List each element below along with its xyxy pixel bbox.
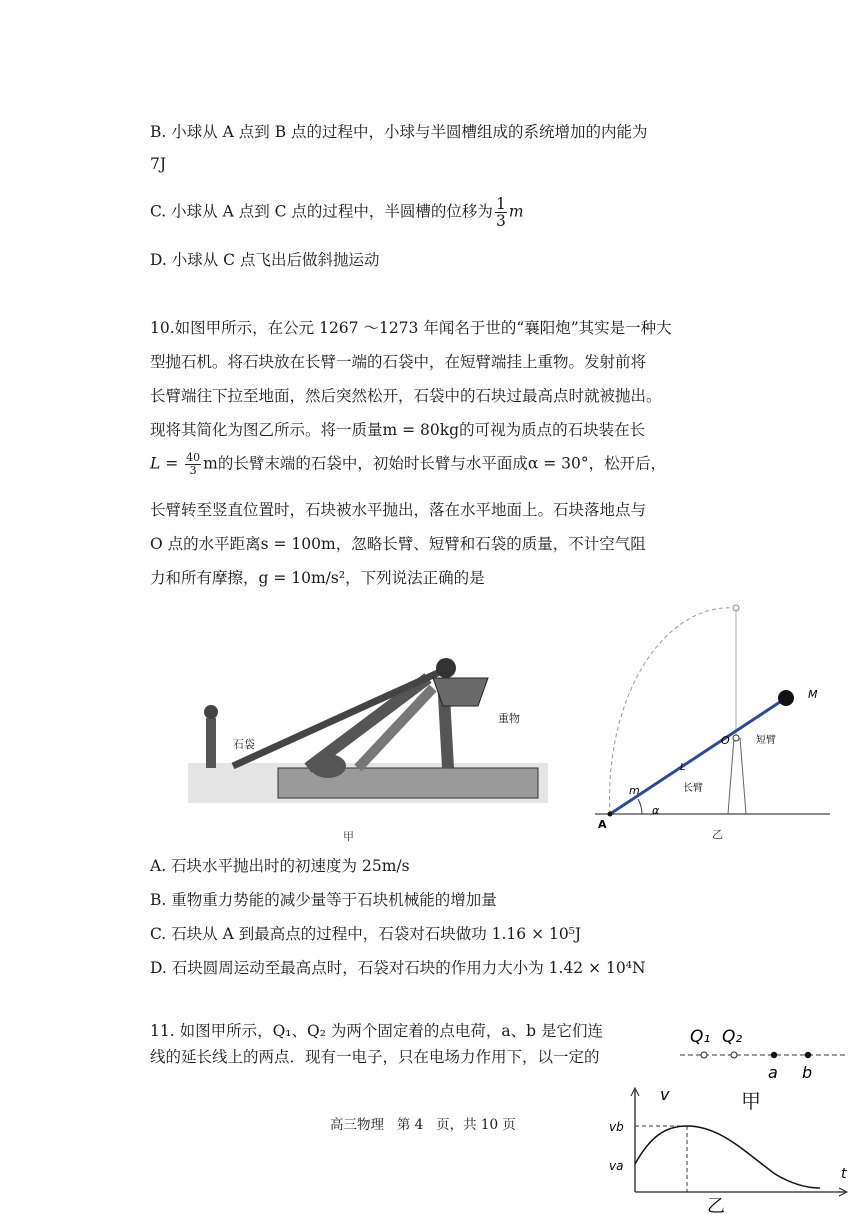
label-shidai: 石袋 — [233, 738, 255, 751]
trebuchet-diagram — [590, 598, 840, 848]
label-q2: Q₂ — [722, 1027, 743, 1047]
option-b-line1: B. 小球从 A 点到 B 点的过程中，小球与半圆槽组成的系统增加的内能为 — [150, 123, 648, 141]
label-L: L — [680, 762, 686, 773]
frac-denominator: 3 — [495, 212, 506, 230]
frac-denominator: 3 — [189, 464, 197, 477]
counterweight-M — [778, 690, 794, 706]
support-right — [740, 738, 746, 814]
angle-arc — [638, 799, 642, 814]
caption-jia-graph: 甲 — [741, 1089, 761, 1113]
frac-numerator: 40 — [186, 451, 201, 464]
point-A — [608, 812, 613, 817]
label-alpha: α — [652, 804, 660, 817]
q10-option-d: D. 石块圆周运动至最高点时，石袋对石块的作用力大小为 1.42 × 10⁴N — [150, 959, 646, 977]
point-b — [805, 1052, 811, 1058]
unit-m: m — [508, 202, 524, 221]
label-O: O — [721, 734, 730, 747]
label-M: M — [808, 688, 818, 701]
option-d: D. 小球从 C 点飞出后做斜抛运动 — [150, 251, 380, 269]
option-b-line2: 7J — [150, 155, 167, 173]
caption-jia: 甲 — [343, 830, 354, 843]
caption-yi: 乙 — [712, 828, 723, 841]
pivot-O — [733, 735, 739, 741]
q10-option-c: C. 石块从 A 到最高点的过程中，石袋对石块做功 1.16 × 10⁵J — [150, 925, 582, 943]
charges-diagram — [680, 1018, 850, 1088]
counterweight-basket — [433, 678, 488, 706]
fraction-40-3 — [185, 452, 201, 477]
label-t: t — [841, 1166, 847, 1182]
charge-q1 — [701, 1052, 707, 1058]
support-left — [728, 738, 734, 814]
label-v: v — [660, 1085, 670, 1104]
q11-line-1: 11. 如图甲所示，Q₁、Q₂ 为两个固定着的点电荷，a、b 是它们连 — [150, 1022, 603, 1040]
velocity-curve — [635, 1126, 820, 1188]
fraction-one-third — [495, 196, 507, 229]
velocity-time-graph — [605, 1082, 855, 1214]
q10-line-6: 长臂转至竖直位置时，石块被水平抛出，落在水平地面上。石块落地点与 — [150, 501, 647, 519]
q10-option-b: B. 重物重力势能的减少量等于石块机械能的增加量 — [150, 891, 497, 909]
label-changbi: 长臂 — [683, 783, 703, 794]
q10-option-a: A. 石块水平抛出时的初速度为 25m/s — [150, 857, 410, 875]
page-footer: 高三物理 第 4 页，共 10 页 — [330, 1117, 516, 1133]
q10-line-7: O 点的水平距离s = 100m，忽略长臂、短臂和石袋的质量，不计空气阻 — [150, 535, 646, 553]
trebuchet-illustration — [188, 638, 568, 848]
frac-numerator: 1 — [495, 195, 506, 213]
q10-line-5 — [150, 452, 666, 477]
label-m: m — [629, 784, 640, 797]
label-va: va — [609, 1159, 624, 1173]
q10-l-symbol: L = — [150, 454, 184, 473]
q10-line-8: 力和所有摩擦，g = 10m/s²，下列说法正确的是 — [150, 569, 485, 587]
caption-yi-graph: 乙 — [707, 1196, 725, 1214]
q11-line-2: 线的延长线上的两点．现有一电子，只在电场力作用下，以一定的 — [150, 1048, 600, 1066]
point-a — [771, 1052, 777, 1058]
soldier-head — [204, 705, 218, 719]
option-c — [150, 196, 524, 229]
q10-line-4: 现将其简化为图乙所示。将一质量m = 80kg的可视为质点的石块装在长 — [150, 421, 646, 439]
label-duanbi: 短臂 — [756, 735, 776, 746]
label-b: b — [802, 1063, 813, 1082]
q10-line-5-rest: m的长臂末端的石袋中，初始时长臂与水平面成α = 30°，松开后， — [203, 454, 667, 473]
label-zhongwu: 重物 — [498, 712, 520, 725]
label-a: a — [768, 1063, 778, 1082]
q10-line-2: 型抛石机。将石块放在长臂一端的石袋中，在短臂端挂上重物。发射前将 — [150, 353, 647, 371]
charge-q2 — [731, 1052, 737, 1058]
soldier-figure — [206, 718, 216, 768]
long-arm — [233, 666, 453, 766]
stone-ball — [310, 754, 346, 778]
q10-line-1: 10.如图甲所示，在公元 1267 ～1273 年闻名于世的“襄阳炮”其实是一种大 — [150, 319, 672, 337]
q10-line-3: 长臂端往下拉至地面，然后突然松开，石袋中的石块过最高点时就被抛出。 — [150, 387, 662, 405]
option-c-text: C. 小球从 A 点到 C 点的过程中，半圆槽的位移为 — [150, 202, 493, 221]
label-A: A — [598, 818, 607, 831]
label-q1: Q₁ — [690, 1027, 711, 1047]
label-vb: vb — [609, 1120, 624, 1134]
pivot-wheel — [436, 658, 456, 678]
